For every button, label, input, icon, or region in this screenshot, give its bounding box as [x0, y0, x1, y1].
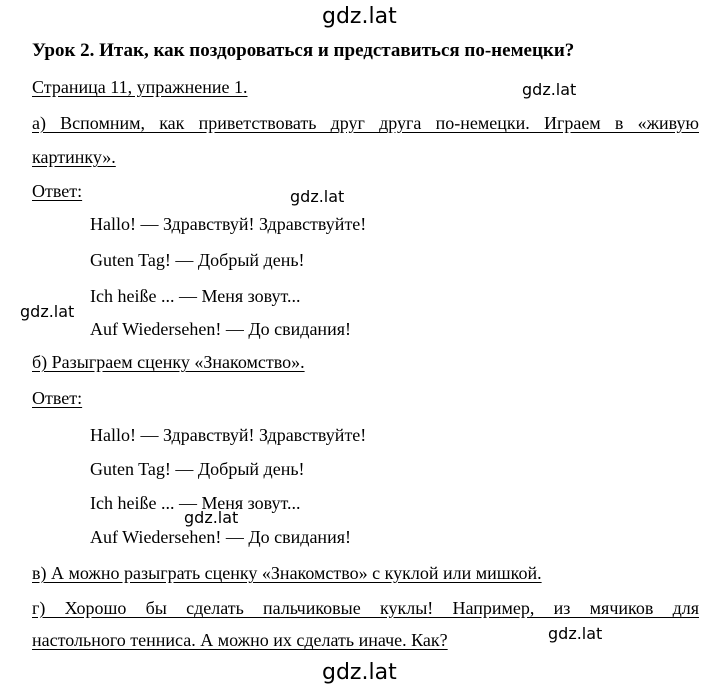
- page-reference: Страница 11, упражнение 1.: [32, 77, 248, 97]
- task-b: б) Разыграем сценку «Знакомство».: [32, 352, 305, 372]
- task-v: в) А можно разыграть сценку «Знакомство» с куклой или мишкой.: [32, 563, 542, 583]
- answer-line: Hallo! — Здравствуй! Здравствуйте!: [90, 214, 367, 234]
- answer-line: Auf Wiedersehen! — До свидания!: [90, 527, 351, 547]
- task-g-line-1: г) Хорошо бы сделать пальчиковые куклы! Например, из мячиков для: [32, 598, 699, 618]
- task-a-line-2: картинку».: [32, 147, 116, 167]
- watermark: gdz.lat: [20, 302, 75, 321]
- answer-label: Ответ:: [32, 388, 83, 408]
- answer-line: Hallo! — Здравствуй! Здравствуйте!: [90, 425, 367, 445]
- answer-line: Guten Tag! — Добрый день!: [90, 250, 305, 270]
- lesson-title: Урок 2. Итак, как поздороваться и представиться по-немецки?: [32, 40, 575, 61]
- task-g-line-2: настольного тенниса. А можно их сделать иначе. Как?: [32, 630, 448, 650]
- answer-line: Guten Tag! — Добрый день!: [90, 459, 305, 479]
- answer-label: Ответ:: [32, 181, 83, 201]
- answer-line: Ich heiße ... — Меня зовут...: [90, 493, 301, 513]
- watermark: gdz.lat: [290, 187, 345, 206]
- watermark: gdz.lat: [184, 508, 239, 527]
- answer-line: Auf Wiedersehen! — До свидания!: [90, 319, 351, 339]
- watermark-top: gdz.lat: [322, 4, 397, 29]
- answer-line: Ich heiße ... — Меня зовут...: [90, 286, 301, 306]
- watermark: gdz.lat: [522, 80, 577, 99]
- task-a-line-1: а) Вспомним, как приветствовать друг друга по-немецки. Играем в «живую: [32, 113, 699, 133]
- watermark: gdz.lat: [548, 624, 603, 643]
- watermark-bottom: gdz.lat: [322, 660, 397, 685]
